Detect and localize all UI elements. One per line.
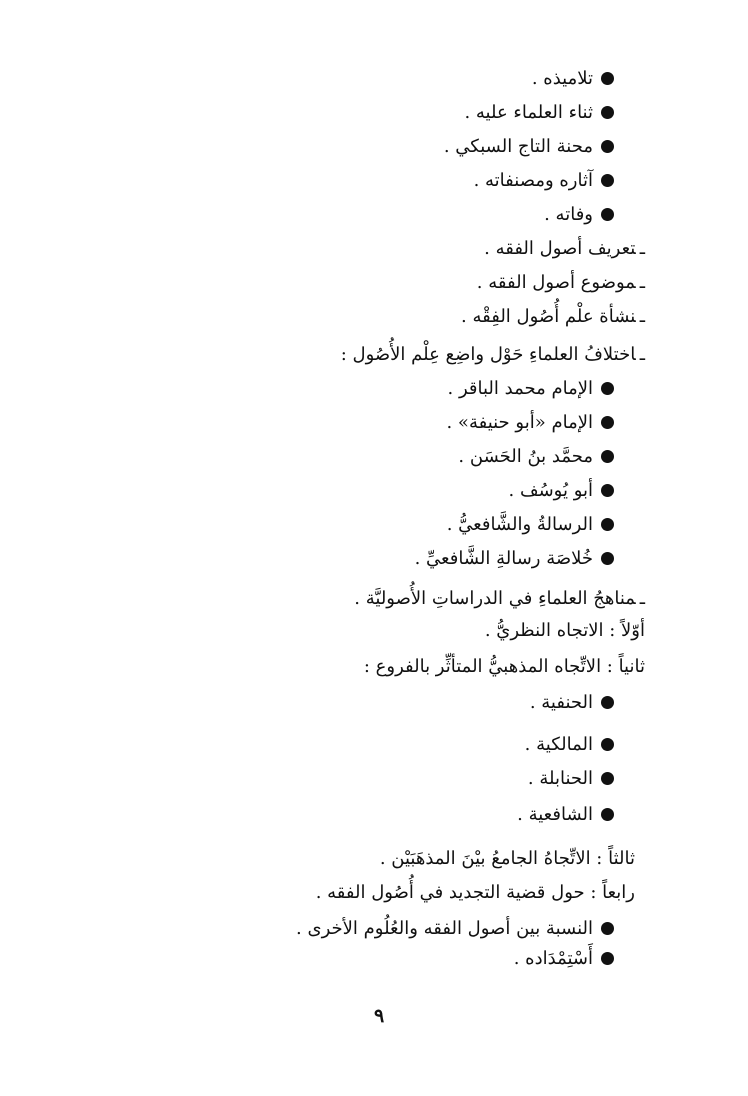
item-text: أوّلاً : الاتجاه النظريُّ .: [484, 620, 645, 641]
bullet-icon: [601, 450, 614, 463]
item-text: ثانياً : الاتِّجاه المذهبيُّ المتأثِّر بالفروع :: [363, 656, 645, 677]
bullet-item: [528, 766, 614, 792]
dash-item: [354, 586, 645, 612]
item-text: رابعاً : حول قضية التجديد في أُصُول الفقه .: [315, 882, 635, 903]
bullet-icon: [601, 922, 614, 935]
bullet-icon: [601, 696, 614, 709]
item-text: أَسْتِمْدَاده .: [513, 948, 593, 969]
bullet-item: [530, 690, 614, 716]
item-text: آثاره ومصنفاته .: [473, 170, 593, 191]
dash-item: [341, 342, 645, 368]
bullet-item: [532, 66, 614, 92]
bullet-item: [446, 410, 614, 436]
bullet-icon: [601, 552, 614, 565]
item-text: محنة التاج السبكي .: [443, 136, 593, 157]
section-heading: [316, 880, 635, 906]
bullet-item: [544, 202, 614, 228]
item-text: المالكية .: [524, 734, 593, 755]
bullet-item: [448, 376, 614, 402]
bullet-icon: [601, 72, 614, 85]
item-text: أبو يُوسُف .: [508, 480, 593, 501]
item-text: موضوع أصول الفقه .: [476, 272, 636, 293]
bullet-item: [474, 168, 614, 194]
bullet-icon: [601, 174, 614, 187]
bullet-icon: [601, 484, 614, 497]
item-text: ثالثاً : الاتِّجاهُ الجامعُ بيْنَ المذهَبَيْن .: [379, 848, 635, 869]
dash-item: [461, 304, 645, 330]
dash-marker: ـ: [639, 306, 645, 327]
item-text: الحنفية .: [529, 692, 593, 713]
item-text: اختلافُ العلماءِ حَوْل واضِع عِلْم الأُصُول :: [340, 344, 636, 365]
item-text: ثناء العلماء عليه .: [464, 102, 593, 123]
item-text: محمَّد بنُ الحَسَن .: [458, 446, 593, 467]
bullet-icon: [601, 416, 614, 429]
bullet-icon: [601, 106, 614, 119]
item-text: الرسالةُ والشَّافعيُّ .: [446, 514, 593, 535]
bullet-icon: [601, 738, 614, 751]
bullet-item: [415, 546, 614, 572]
item-text: وفاته .: [544, 204, 593, 225]
section-heading: [485, 618, 645, 644]
bullet-item: [517, 802, 614, 828]
bullet-item: [525, 732, 614, 758]
bullet-item: [514, 946, 614, 972]
dash-marker: ـ: [639, 238, 645, 259]
bullet-item: [458, 444, 614, 470]
bullet-item: [447, 512, 614, 538]
item-text: مناهجُ العلماءِ في الدراساتِ الأُصوليَّة .: [354, 588, 636, 609]
page-number: ٩: [374, 1005, 385, 1027]
item-text: تعريف أصول الفقه .: [484, 238, 636, 259]
section-heading: [364, 654, 645, 680]
dash-marker: ـ: [639, 588, 645, 609]
bullet-item: [464, 100, 614, 126]
item-text: النسبة بين أصول الفقه والعُلُوم الأخرى .: [296, 918, 593, 939]
bullet-icon: [601, 140, 614, 153]
bullet-icon: [601, 208, 614, 221]
item-text: الشافعية .: [517, 804, 593, 825]
item-text: نشأة علْم أُصُول الفِقْه .: [461, 306, 636, 327]
bullet-icon: [601, 772, 614, 785]
bullet-icon: [601, 952, 614, 965]
item-text: الإمام «أبو حنيفة» .: [446, 412, 593, 433]
bullet-item: [509, 478, 615, 504]
dash-item: [477, 270, 645, 296]
section-heading: [380, 846, 635, 872]
dash-marker: ـ: [639, 272, 645, 293]
bullet-icon: [601, 808, 614, 821]
dash-item: [484, 236, 645, 262]
item-text: الحنابلة .: [527, 768, 593, 789]
bullet-item: [296, 916, 614, 942]
dash-marker: ـ: [639, 344, 645, 365]
item-text: خُلاصَة رسالةِ الشَّافعيِّ .: [414, 548, 593, 569]
item-text: تلاميذه .: [531, 68, 593, 89]
bullet-item: [444, 134, 614, 160]
bullet-icon: [601, 518, 614, 531]
bullet-icon: [601, 382, 614, 395]
item-text: الإمام محمد الباقر .: [447, 378, 593, 399]
